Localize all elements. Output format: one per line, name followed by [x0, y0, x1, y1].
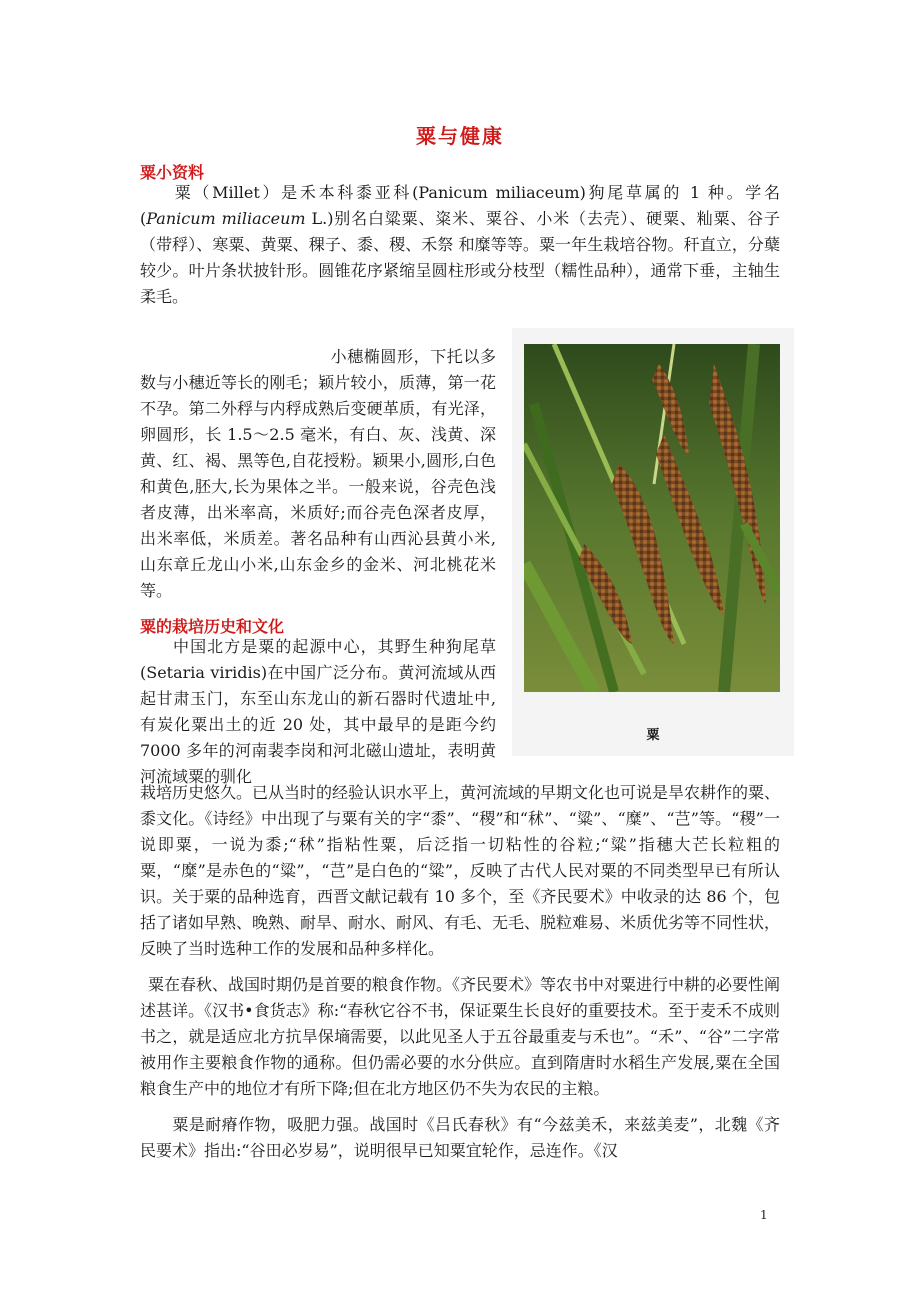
intro-lead-text: 粟（Millet）是禾本科黍亚科(Panicum miliaceum)狗尾草属的 1 种。学名( [140, 183, 780, 228]
paragraph-intro [140, 180, 780, 310]
history-narrow-text: 中国北方是粟的起源中心，其野生种狗尾草(Setaria viridis)在中国广泛分布。黄河流域从西起甘肃玉门，东至山东龙山的新石器时代遗址中,有炭化粟出土的近 20 处，其中最早的是距今约 7000 多年的河南裴李岗和河北磁山遗址，表明黄河流域粟的驯化 [140, 637, 496, 786]
page-title: 粟与健康 [416, 124, 504, 148]
paragraph-rotation [140, 1112, 780, 1164]
paragraph-history-narrow [140, 634, 496, 790]
paragraph-spring-autumn [140, 972, 780, 1102]
millet-photo [524, 344, 780, 692]
paragraph-history-wide: 栽培历史悠久。已从当时的经验认识水平上，黄河流域的早期文化也可说是旱农耕作的粟、黍文化。《诗经》中出现了与粟有关的字“黍”、“稷”和“秫”、“粱”、“糜”、“芑”等。“稷”一说即粟，一说为黍;“秫”指粘性粟，后泛指一切粘性的谷粒;“粱”指穗大芒长粒粗的粟，“糜”是赤色的“粱”，“芑”是白色的“粱”，反映了古代人民对粟的不同类型早已有所认识。关于粟的品种选育，西晋文献记载有 10 多个，至《齐民要术》中收录的达 86 个，包括了诸如早熟、晚熟、耐旱、耐水、耐风、有毛、无毛、脱粒难易、米质优劣等不同性状，反映了当时选种工作的发展和品种多样化。 [140, 783, 781, 958]
figure-caption: 粟 [646, 728, 660, 743]
page-number: 1 [760, 1208, 768, 1222]
paragraph-spikelet [140, 344, 496, 604]
spring-autumn-text: 粟在春秋、战国时期仍是首要的粮食作物。《齐民要术》等农书中对粟进行中耕的必要性阐述甚详。《汉书•食货志》称:“春秋它谷不书，保证粟生长良好的重要技术。至于麦禾不成则书之，就是适应北方抗旱保墒需要，以此见圣人于五谷最重麦与禾也”。“禾”、“谷”二字常被用作主要粮食作物的通称。但仍需必要的水分供应。直到隋唐时水稻生产发展,粟在全国粮食生产中的地位才有所下降;但在北方地区仍不失为农民的主粮。 [140, 975, 781, 1098]
intro-rest-text: L.)别名白粱粟、粢米、粟谷、小米（去壳）、硬粟、籼粟、谷子（带稃）、寒粟、黄粟、稞子、黍、稷、禾祭 和糜等等。粟一年生栽培谷物。秆直立，分蘖较少。叶片条状披针形。圆锥花序紧缩呈圆柱形或分枝型（糯性品种），通常下垂，主轴生柔毛。 [140, 209, 781, 306]
figure-frame [512, 328, 794, 756]
section-heading-history: 粟的栽培历史和文化 [140, 617, 285, 636]
millet-illustration [524, 344, 780, 692]
spikelet-text: 小穗椭圆形，下托以多数与小穗近等长的刚毛；颖片较小，质薄，第一花不孕。第二外稃与内稃成熟后变硬革质，有光泽，卵圆形，长 1.5～2.5 毫米，有白、灰、浅黄、深黄、红、褐、黑等色,自花授粉。颖果小,圆形,白色和黄色,胚大,长为果体之半。一般来说，谷壳色浅者皮薄，出米率高，米质好;而谷壳色深者皮厚，出米率低，米质差。著名品种有山西沁县黄小米,山东章丘龙山小米,山东金乡的金米、河北桃花米等。 [140, 347, 496, 600]
rotation-text: 粟是耐瘠作物，吸肥力强。战国时《吕氏春秋》有“今兹美禾，来兹美麦”，北魏《齐民要术》指出:“谷田必岁易”，说明很早已知粟宜轮作，忌连作。《汉 [140, 1115, 780, 1160]
intro-latin-name: Panicum miliaceum [146, 209, 306, 228]
section-heading-millet-info: 粟小资料 [140, 163, 205, 182]
